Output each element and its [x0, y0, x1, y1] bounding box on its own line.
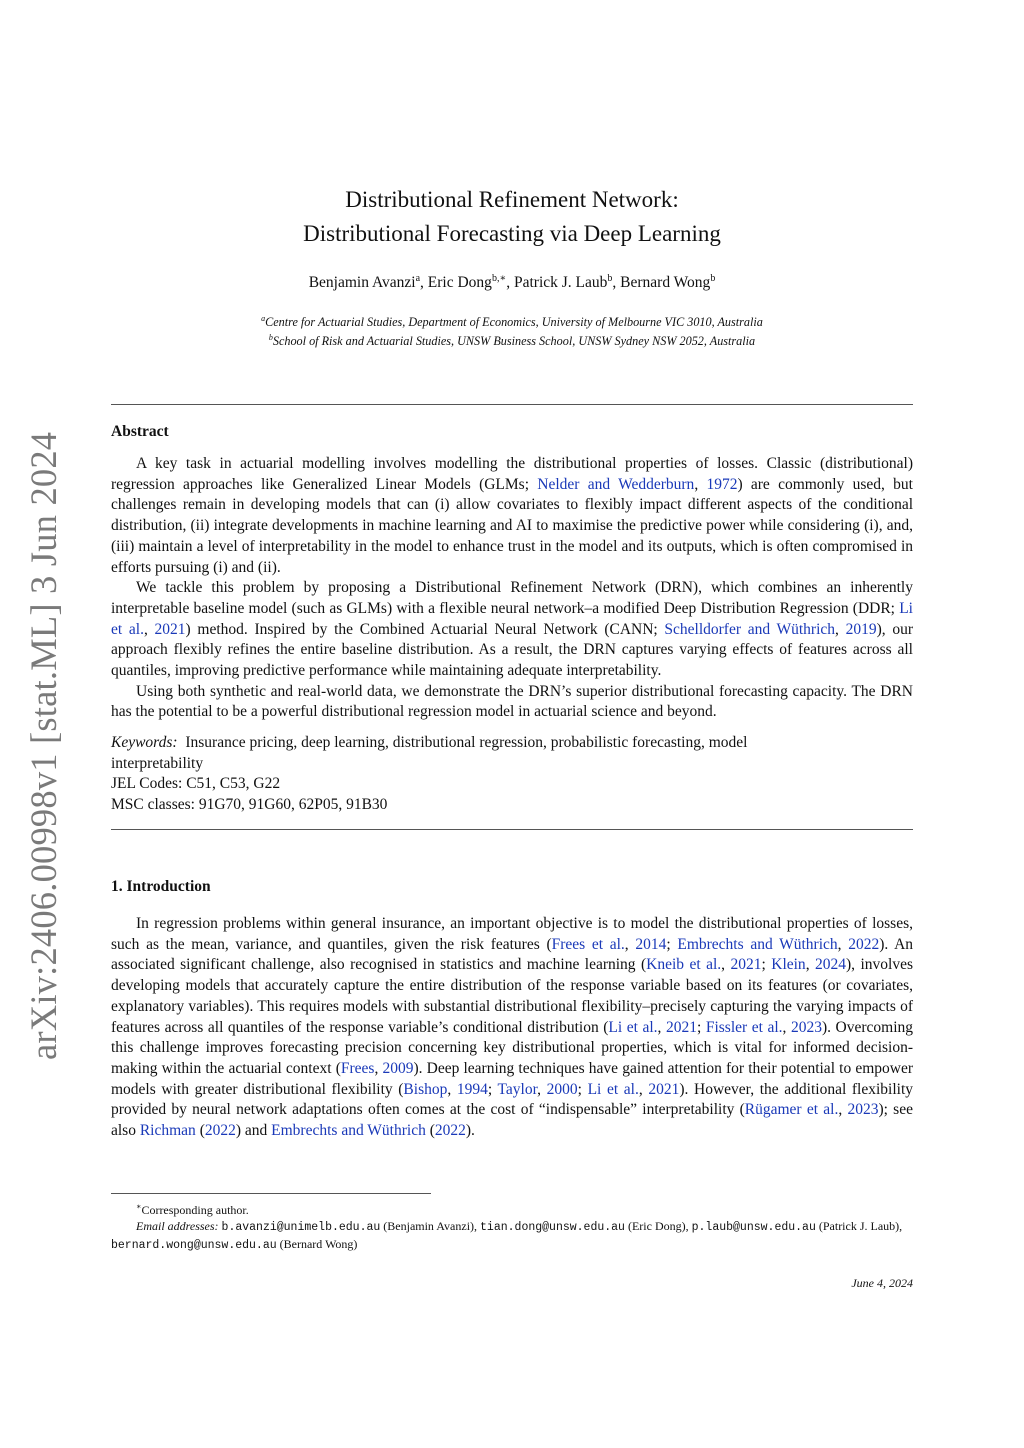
citation-link[interactable]: 2021 — [154, 620, 186, 638]
footnote-rule — [111, 1193, 431, 1194]
author — [620, 274, 715, 291]
paragraph-text: ; — [761, 956, 772, 974]
paragraph-text: , — [143, 620, 155, 638]
paragraph-text: ) are commonly used, but challenges remain in developing models that can (i) allow covariates to flexibly impact different aspects of the conditional distribution, (ii) integrate developments in machine learning and AI to maximise the predictive power while considering (i), and, (iii) maintain a level of interpretability in the model to enhance trust in the model and its outputs, which is often compromised in efforts pursuing (i) and (ii). — [111, 475, 913, 576]
paragraph-text: , — [624, 935, 636, 953]
paragraph-text: ( — [425, 1122, 435, 1140]
paragraph-text: ) method. Inspired by the Combined Actuarial Neural Network (CANN; — [185, 620, 665, 638]
preprint-date: June 4, 2024 — [851, 1276, 913, 1290]
msc-classes: MSC classes: 91G70, 91G60, 62P05, 91B30 — [111, 796, 388, 814]
paragraph-text: , — [782, 1018, 791, 1036]
author — [309, 274, 428, 291]
abstract-paragraph-1 — [111, 454, 913, 578]
abstract-bottom-rule — [111, 829, 913, 830]
citation-link[interactable]: Klein — [771, 956, 806, 974]
paper-title — [112, 183, 912, 251]
paragraph-text: ). However, the additional flexibility provided by neural network adaptations often comes at the cost of “indispensable” interpretability ( — [111, 1080, 914, 1119]
introduction-paragraph-1 — [111, 914, 913, 1142]
footnote-corresponding — [111, 1199, 913, 1218]
author-separator: , — [612, 274, 621, 292]
jel-codes: JEL Codes: C51, C53, G22 — [111, 775, 281, 793]
paragraph-text: ; — [487, 1080, 498, 1098]
citation-link[interactable]: 2019 — [845, 620, 877, 638]
paragraph-text: ; — [666, 935, 678, 953]
email-address[interactable]: b.avanzi@unimelb.edu.au — [221, 1221, 381, 1234]
introduction-heading: 1. Introduction — [111, 878, 211, 895]
author-list — [112, 273, 912, 292]
citation-link[interactable]: 2023 — [790, 1018, 822, 1036]
paragraph-text: , — [638, 1080, 649, 1098]
citation-link[interactable]: 2021 — [665, 1018, 697, 1036]
affiliation-text: Centre for Actuarial Studies, Department of Economics, University of Melbourne VIC 3010, Australia — [265, 315, 763, 330]
email-owner: (Benjamin Avanzi), — [380, 1219, 481, 1233]
citation-link[interactable]: 2009 — [382, 1059, 414, 1077]
footnote — [111, 1199, 913, 1254]
citation-link[interactable]: 2023 — [847, 1101, 879, 1119]
email-label: Email addresses: — [136, 1219, 219, 1233]
paragraph-text: ) and — [235, 1122, 272, 1140]
citation-link[interactable]: Kneib et al. — [646, 956, 722, 974]
paragraph-text: ; — [577, 1080, 588, 1098]
citation-link[interactable]: Rügamer et al. — [744, 1101, 839, 1119]
citation-link[interactable]: 2024 — [815, 956, 847, 974]
paragraph-text: , — [721, 956, 731, 974]
paragraph-text: ); see also — [111, 1101, 913, 1140]
citation-link[interactable]: Fissler et al. — [705, 1018, 783, 1036]
abstract-top-rule — [111, 404, 913, 405]
citation-link[interactable]: 2022 — [204, 1122, 236, 1140]
title-line-2: Distributional Forecasting via Deep Learning — [303, 221, 721, 246]
paragraph-text: We tackle this problem by proposing a Distributional Refinement Network (DRN), which combines an inherently interpretable baseline model (such as GLMs) with a flexible neural network–a modified Deep Distribution Regression (DDR; — [111, 579, 913, 617]
email-address[interactable]: bernard.wong@unsw.edu.au — [111, 1239, 277, 1252]
author — [514, 274, 620, 291]
paragraph-text: ), involves developing models that accurately capture the entire distribution of the response variable based on its features (or covariates, explanatory variables). This requires models with substantial distributional flexibility–precisely capturing the varying impacts of features across all quantiles of the response variable’s conditional distribution ( — [111, 956, 914, 1036]
citation-link[interactable]: Bishop — [403, 1080, 448, 1098]
email-owner: (Bernard Wong) — [276, 1237, 358, 1251]
citation-link[interactable]: 2014 — [635, 935, 667, 953]
citation-link[interactable]: Taylor — [497, 1080, 538, 1098]
title-line-1: Distributional Refinement Network: — [345, 187, 679, 212]
paragraph-text: In regression problems within general insurance, an important objective is to model the distributional properties of losses, such as the mean, variance, and quantiles, given the risk features ( — [111, 915, 913, 953]
affiliation-text: School of Risk and Actuarial Studies, UNSW Business School, UNSW Sydney NSW 2052, Australia — [272, 334, 756, 349]
paragraph-text: , — [838, 1101, 848, 1119]
abstract-body — [111, 454, 913, 723]
author-affil-mark: b — [607, 273, 613, 284]
paragraph-text: , — [837, 935, 849, 953]
abstract-heading: Abstract — [111, 423, 169, 440]
citation-link[interactable]: Li et al. — [111, 599, 913, 638]
citation-link[interactable]: 1994 — [456, 1080, 488, 1098]
email-address[interactable]: tian.dong@unsw.edu.au — [480, 1221, 625, 1234]
author-name: Eric Dong — [427, 274, 492, 292]
paragraph-text: , — [657, 1018, 666, 1036]
author-name: Benjamin Avanzi — [308, 274, 416, 292]
paragraph-text: , — [537, 1080, 547, 1098]
footnote-emails — [111, 1218, 913, 1254]
keywords-block — [111, 733, 831, 816]
paragraph-text: ( — [195, 1122, 205, 1140]
citation-link[interactable]: 2022 — [848, 935, 880, 953]
citation-link[interactable]: Richman — [139, 1122, 196, 1140]
abstract-paragraph-2 — [111, 578, 913, 682]
paragraph-text: , — [835, 620, 846, 638]
paragraph-text: , — [374, 1059, 383, 1077]
affiliation — [112, 311, 912, 330]
abstract-paragraph-3 — [111, 682, 913, 723]
citation-link[interactable]: Li et al. — [608, 1018, 658, 1036]
citation-link[interactable]: 2021 — [648, 1080, 680, 1098]
keywords-line — [111, 733, 831, 774]
email-address[interactable]: p.laub@unsw.edu.au — [691, 1221, 816, 1234]
arxiv-identifier-stamp: arXiv:2406.00998v1 [stat.ML] 3 Jun 2024 — [23, 431, 64, 1060]
citation-link[interactable]: Li et al. — [587, 1080, 639, 1098]
paragraph-text: Using both synthetic and real-world data, we demonstrate the DRN’s superior distributional forecasting capacity. The DRN has the potential to be a powerful distributional regression model in actuarial science and beyond. — [111, 682, 913, 721]
paragraph-text: ). An associated significant challenge, also recognised in statistics and machine learning ( — [111, 935, 914, 974]
citation-link[interactable]: Frees — [340, 1059, 375, 1077]
citation-link[interactable]: 2000 — [546, 1080, 578, 1098]
citation-link[interactable]: 1972 — [706, 475, 738, 493]
citation-link[interactable]: Frees et al. — [551, 935, 625, 953]
author-separator: , — [420, 274, 428, 292]
email-owner: (Eric Dong), — [624, 1219, 692, 1233]
author-affil-mark: a — [415, 273, 421, 284]
paragraph-text: ), our approach flexibly refines the entire baseline distribution. As a result, the DRN captures varying effects of features across all quantiles, improving predictive performance while maintaining adequate interpretability. — [111, 620, 914, 680]
paragraph-text: , — [694, 475, 707, 493]
citation-link[interactable]: 2021 — [730, 956, 762, 974]
keywords-label: Keywords: — [111, 734, 178, 751]
introduction-body — [111, 914, 913, 1142]
author-affil-mark: b,∗ — [491, 273, 507, 284]
paragraph-text: , — [805, 956, 816, 974]
author-name: Patrick J. Laub — [513, 274, 608, 292]
citation-link[interactable]: Nelder and Wedderburn — [537, 475, 695, 493]
keywords-text: Insurance pricing, deep learning, distributional regression, probabilistic forecasting, model interpretability — [111, 734, 748, 772]
citation-link[interactable]: 2022 — [434, 1122, 466, 1140]
paragraph-text: ). Deep learning techniques have gained attention for their potential to empower models with greater distributional flexibility ( — [111, 1059, 913, 1098]
paragraph-text: ). — [465, 1122, 475, 1140]
affiliation-mark: b — [268, 333, 273, 343]
paragraph-text: , — [447, 1080, 457, 1098]
paragraph-text: ). Overcoming this challenge improves forecasting precision concerning key distributional properties, which is vital for informed decision-making within the actuarial context ( — [111, 1018, 913, 1077]
paragraph-text: ; — [696, 1018, 706, 1036]
author-affil-mark: b — [710, 273, 716, 284]
author — [428, 274, 514, 291]
citation-link[interactable]: Schelldorfer and Wüthrich — [664, 620, 836, 638]
corresponding-author-note: Corresponding author. — [141, 1203, 249, 1217]
email-owner: (Patrick J. Laub), — [815, 1219, 903, 1233]
footnote-mark: ∗ — [136, 1202, 142, 1211]
paragraph-text: A key task in actuarial modelling involves modelling the distributional properties of losses. Classic (distributional) regression approaches like Generalized Linear Models (GLMs; — [111, 455, 913, 493]
affiliation — [112, 330, 912, 349]
citation-link[interactable]: Embrechts and Wüthrich — [677, 935, 838, 953]
citation-link[interactable]: Embrechts and Wüthrich — [271, 1122, 426, 1140]
author-name: Bernard Wong — [620, 274, 711, 292]
affiliations — [112, 311, 912, 349]
affiliation-mark: a — [261, 314, 266, 323]
author-separator: , — [506, 274, 514, 292]
